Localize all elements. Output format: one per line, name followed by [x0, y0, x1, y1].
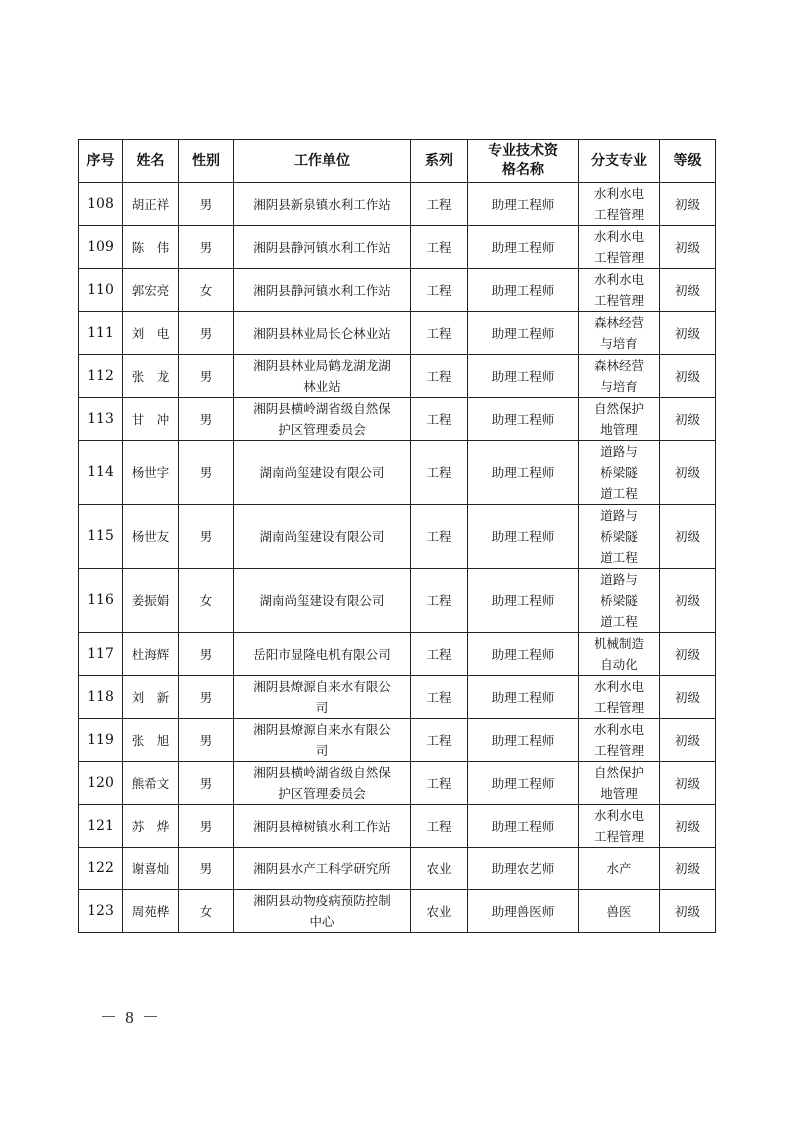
row-serial-no: 113	[79, 398, 123, 441]
header-work-unit: 工作单位	[234, 140, 411, 183]
row-name: 苏 烨	[123, 805, 179, 848]
row-qualification: 助理工程师	[468, 569, 579, 633]
table-row	[79, 569, 716, 633]
row-name: 张 龙	[123, 355, 179, 398]
row-serial-no: 110	[79, 269, 123, 312]
table-row	[79, 183, 716, 226]
row-specialty: 兽医	[579, 890, 660, 933]
header-series: 系列	[411, 140, 468, 183]
row-series: 工程	[411, 719, 468, 762]
row-level: 初级	[660, 569, 716, 633]
row-name: 郭宏亮	[123, 269, 179, 312]
row-gender: 男	[179, 398, 234, 441]
row-series: 工程	[411, 633, 468, 676]
row-specialty: 水利水电工程管理	[579, 183, 660, 226]
row-work-unit: 湘阴县新泉镇水利工作站	[234, 183, 411, 226]
row-qualification: 助理工程师	[468, 269, 579, 312]
row-series: 工程	[411, 569, 468, 633]
row-serial-no: 121	[79, 805, 123, 848]
row-gender: 男	[179, 312, 234, 355]
row-qualification: 助理兽医师	[468, 890, 579, 933]
row-work-unit: 湘阴县动物疫病预防控制中心	[234, 890, 411, 933]
row-gender: 男	[179, 805, 234, 848]
row-level: 初级	[660, 269, 716, 312]
row-series: 工程	[411, 441, 468, 505]
row-gender: 男	[179, 183, 234, 226]
row-name: 刘 电	[123, 312, 179, 355]
row-name: 张 旭	[123, 719, 179, 762]
table-row	[79, 676, 716, 719]
table-row	[79, 762, 716, 805]
row-serial-no: 117	[79, 633, 123, 676]
row-specialty: 道路与桥梁隧道工程	[579, 505, 660, 569]
row-level: 初级	[660, 762, 716, 805]
table-row	[79, 890, 716, 933]
row-serial-no: 114	[79, 441, 123, 505]
row-level: 初级	[660, 633, 716, 676]
row-work-unit: 湘阴县燎源自来水有限公司	[234, 719, 411, 762]
row-level: 初级	[660, 312, 716, 355]
row-specialty: 水利水电工程管理	[579, 676, 660, 719]
row-name: 甘 冲	[123, 398, 179, 441]
row-series: 工程	[411, 269, 468, 312]
row-name: 姜振娟	[123, 569, 179, 633]
row-specialty: 道路与桥梁隧道工程	[579, 441, 660, 505]
row-qualification: 助理工程师	[468, 762, 579, 805]
row-specialty: 森林经营与培育	[579, 312, 660, 355]
row-gender: 男	[179, 355, 234, 398]
row-serial-no: 123	[79, 890, 123, 933]
row-work-unit: 湘阴县静河镇水利工作站	[234, 269, 411, 312]
row-qualification: 助理农艺师	[468, 848, 579, 890]
row-specialty: 水利水电工程管理	[579, 719, 660, 762]
table-row	[79, 441, 716, 505]
row-name: 刘 新	[123, 676, 179, 719]
table-row	[79, 848, 716, 890]
row-serial-no: 112	[79, 355, 123, 398]
row-name: 胡正祥	[123, 183, 179, 226]
row-work-unit: 湘阴县燎源自来水有限公司	[234, 676, 411, 719]
row-gender: 女	[179, 569, 234, 633]
row-name: 杨世宇	[123, 441, 179, 505]
row-name: 谢喜灿	[123, 848, 179, 890]
row-name: 熊希文	[123, 762, 179, 805]
row-name: 陈 伟	[123, 226, 179, 269]
row-gender: 女	[179, 269, 234, 312]
row-series: 工程	[411, 676, 468, 719]
row-work-unit: 湖南尚玺建设有限公司	[234, 569, 411, 633]
table-row	[79, 269, 716, 312]
row-gender: 男	[179, 719, 234, 762]
row-serial-no: 109	[79, 226, 123, 269]
row-gender: 男	[179, 441, 234, 505]
row-series: 农业	[411, 890, 468, 933]
row-gender: 男	[179, 762, 234, 805]
row-level: 初级	[660, 226, 716, 269]
row-qualification: 助理工程师	[468, 226, 579, 269]
table-header-row	[79, 140, 716, 183]
row-serial-no: 120	[79, 762, 123, 805]
row-series: 工程	[411, 505, 468, 569]
row-work-unit: 湘阴县林业局鹤龙湖龙湖林业站	[234, 355, 411, 398]
row-serial-no: 119	[79, 719, 123, 762]
row-qualification: 助理工程师	[468, 505, 579, 569]
header-name: 姓名	[123, 140, 179, 183]
row-serial-no: 118	[79, 676, 123, 719]
row-serial-no: 116	[79, 569, 123, 633]
row-specialty: 水利水电工程管理	[579, 269, 660, 312]
row-series: 工程	[411, 762, 468, 805]
row-specialty: 自然保护地管理	[579, 398, 660, 441]
row-gender: 男	[179, 505, 234, 569]
row-series: 工程	[411, 355, 468, 398]
row-level: 初级	[660, 183, 716, 226]
row-gender: 男	[179, 226, 234, 269]
row-gender: 女	[179, 890, 234, 933]
row-level: 初级	[660, 676, 716, 719]
row-specialty: 道路与桥梁隧道工程	[579, 569, 660, 633]
table-row	[79, 398, 716, 441]
row-series: 工程	[411, 226, 468, 269]
page-number: － 8 －	[100, 1008, 161, 1027]
row-series: 工程	[411, 312, 468, 355]
row-gender: 男	[179, 848, 234, 890]
row-work-unit: 湘阴县横岭湖省级自然保护区管理委员会	[234, 398, 411, 441]
row-qualification: 助理工程师	[468, 398, 579, 441]
row-qualification: 助理工程师	[468, 805, 579, 848]
table-row	[79, 505, 716, 569]
row-work-unit: 湘阴县林业局长仑林业站	[234, 312, 411, 355]
row-work-unit: 湘阴县横岭湖省级自然保护区管理委员会	[234, 762, 411, 805]
row-gender: 男	[179, 633, 234, 676]
row-specialty: 水产	[579, 848, 660, 890]
row-specialty: 森林经营与培育	[579, 355, 660, 398]
header-qualification: 专业技术资格名称	[468, 140, 579, 183]
row-qualification: 助理工程师	[468, 312, 579, 355]
row-work-unit: 湘阴县樟树镇水利工作站	[234, 805, 411, 848]
table-row	[79, 805, 716, 848]
row-level: 初级	[660, 848, 716, 890]
row-specialty: 水利水电工程管理	[579, 805, 660, 848]
table-row	[79, 226, 716, 269]
row-qualification: 助理工程师	[468, 355, 579, 398]
row-qualification: 助理工程师	[468, 719, 579, 762]
header-specialty: 分支专业	[579, 140, 660, 183]
qualification-table	[78, 139, 716, 933]
row-qualification: 助理工程师	[468, 676, 579, 719]
row-work-unit: 岳阳市显隆电机有限公司	[234, 633, 411, 676]
row-gender: 男	[179, 676, 234, 719]
row-level: 初级	[660, 719, 716, 762]
row-name: 杜海辉	[123, 633, 179, 676]
row-name: 周苑桦	[123, 890, 179, 933]
row-work-unit: 湘阴县水产工科学研究所	[234, 848, 411, 890]
row-level: 初级	[660, 805, 716, 848]
row-level: 初级	[660, 398, 716, 441]
row-specialty: 机械制造自动化	[579, 633, 660, 676]
row-qualification: 助理工程师	[468, 183, 579, 226]
row-serial-no: 111	[79, 312, 123, 355]
row-level: 初级	[660, 505, 716, 569]
row-level: 初级	[660, 355, 716, 398]
row-serial-no: 108	[79, 183, 123, 226]
row-specialty: 水利水电工程管理	[579, 226, 660, 269]
row-series: 农业	[411, 848, 468, 890]
row-serial-no: 115	[79, 505, 123, 569]
header-serial-no: 序号	[79, 140, 123, 183]
row-serial-no: 122	[79, 848, 123, 890]
header-level: 等级	[660, 140, 716, 183]
row-work-unit: 湖南尚玺建设有限公司	[234, 505, 411, 569]
row-specialty: 自然保护地管理	[579, 762, 660, 805]
row-work-unit: 湖南尚玺建设有限公司	[234, 441, 411, 505]
row-series: 工程	[411, 398, 468, 441]
header-gender: 性别	[179, 140, 234, 183]
row-level: 初级	[660, 890, 716, 933]
row-name: 杨世友	[123, 505, 179, 569]
row-level: 初级	[660, 441, 716, 505]
table-row	[79, 355, 716, 398]
table-row	[79, 633, 716, 676]
row-qualification: 助理工程师	[468, 441, 579, 505]
row-series: 工程	[411, 183, 468, 226]
row-qualification: 助理工程师	[468, 633, 579, 676]
table-body	[79, 183, 716, 933]
row-series: 工程	[411, 805, 468, 848]
table-row	[79, 719, 716, 762]
table-row	[79, 312, 716, 355]
row-work-unit: 湘阴县静河镇水利工作站	[234, 226, 411, 269]
